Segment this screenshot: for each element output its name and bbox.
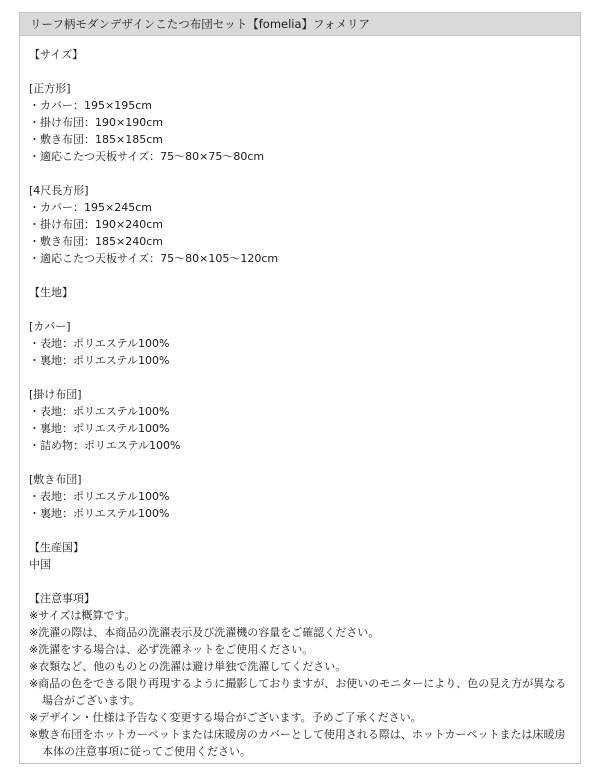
spec-line: 本体の注意事項に従ってご使用ください。 [42, 745, 251, 758]
spec-line: ※商品の色をできる限り再現するように撮影しておりますが、お使いのモニターにより、色の見え方が異なる [29, 677, 567, 690]
spec-line: ・カバー：195×245cm [29, 201, 152, 214]
section-heading: [4尺長方形] [29, 184, 89, 197]
spec-line: ・詰め物：ポリエステル100% [29, 439, 181, 452]
spec-line: ・掛け布団：190×190cm [29, 116, 163, 129]
section-heading: [掛け布団] [29, 388, 82, 401]
spec-line: ・表地：ポリエステル100% [29, 490, 170, 503]
section-heading: [正方形] [29, 82, 71, 95]
section-heading: 【生地】 [29, 286, 73, 299]
section-gap [29, 454, 580, 471]
section-heading: 【サイズ】 [29, 48, 84, 61]
spec-line: ・適応こたつ天板サイズ：75～80×75～80cm [29, 150, 265, 163]
section-gap [29, 267, 580, 284]
spec-line: ・表地：ポリエステル100% [29, 405, 170, 418]
product-title: リーフ柄モダンデザインこたつ布団セット【fomelia】フォメリア [20, 13, 580, 36]
spec-line: ・裏地：ポリエステル100% [29, 422, 170, 435]
section-heading: [敷き布団] [29, 473, 82, 486]
spec-line: ※デザイン・仕様は予告なく変更する場合がございます。予めご了承ください。 [29, 711, 422, 724]
section-heading: 【生産国】 [29, 541, 84, 554]
spec-line: ・敷き布団：185×185cm [29, 133, 163, 146]
section-gap [29, 369, 580, 386]
spec-line: ・裏地：ポリエステル100% [29, 354, 170, 367]
section-gap [29, 301, 580, 318]
spec-line: ・敷き布団：185×240cm [29, 235, 163, 248]
spec-line: ※衣類など、他のものとの洗濯は避け単独で洗濯してください。 [29, 660, 347, 673]
spec-content [20, 36, 580, 760]
spec-line: ※洗濯をする場合は、必ず洗濯ネットをご使用ください。 [29, 643, 314, 656]
section-gap [29, 573, 580, 590]
section-heading: [カバー] [29, 320, 71, 333]
section-gap [29, 165, 580, 182]
spec-line: ・表地：ポリエステル100% [29, 337, 170, 350]
spec-line: 場合がございます。 [42, 694, 141, 707]
spec-line: ・カバー：195×195cm [29, 99, 152, 112]
spec-line: ・掛け布団：190×240cm [29, 218, 163, 231]
section-gap [29, 63, 580, 80]
spec-line: ・裏地：ポリエステル100% [29, 507, 170, 520]
section-gap [29, 522, 580, 539]
spec-line: ※敷き布団をホットカーペットまたは床暖房のカバーとして使用される際は、ホットカーペットまたは床暖房 [29, 728, 566, 741]
spec-line: ・適応こたつ天板サイズ：75～80×105～120cm [29, 252, 279, 265]
section-heading: 【注意事項】 [29, 592, 95, 605]
spec-line: ※洗濯の際は、本商品の洗濯表示及び洗濯機の容量をご確認ください。 [29, 626, 380, 639]
product-spec-box [19, 12, 581, 764]
spec-line: ※サイズは概算です。 [29, 609, 136, 622]
spec-line: 中国 [29, 558, 51, 571]
